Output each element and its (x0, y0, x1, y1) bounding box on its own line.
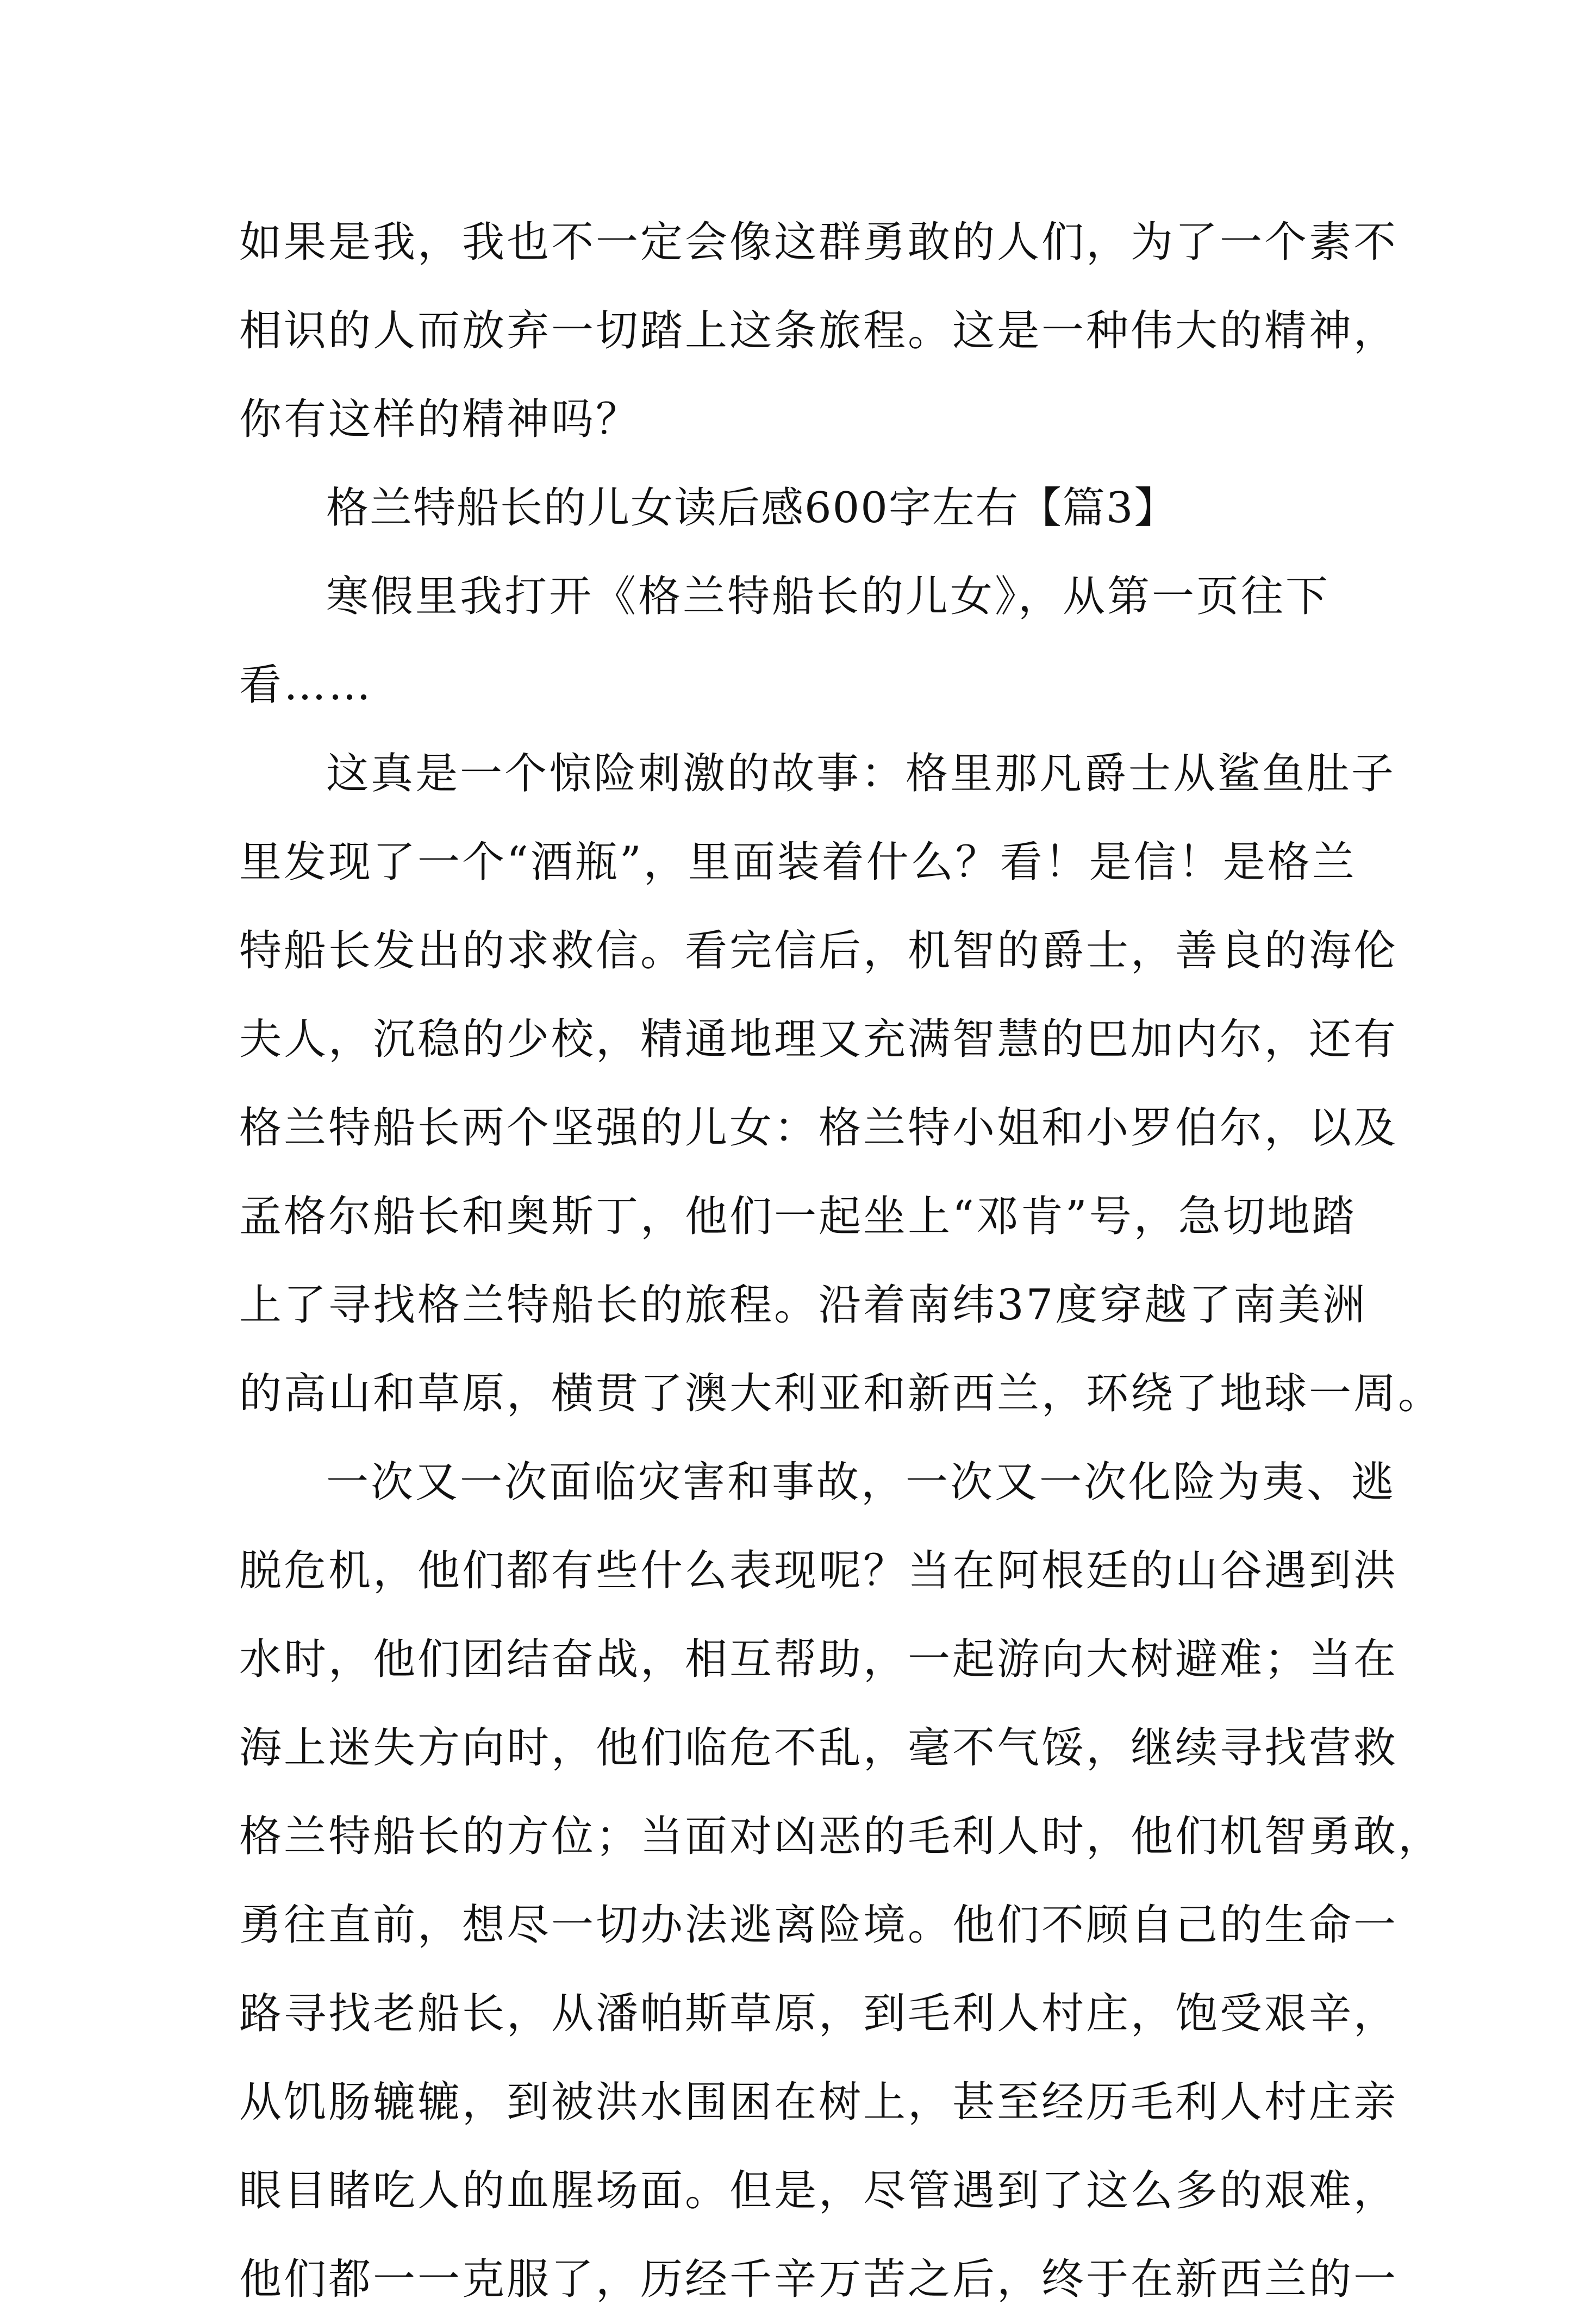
text-line: 上了寻找格兰特船长的旅程。沿着南纬37度穿越了南美洲 (239, 1281, 1368, 1330)
section-heading: 格兰特船长的儿女读后感600字左右【篇3】 (326, 484, 1178, 533)
paragraph-start-line: 这真是一个惊险刺激的故事：格里那凡爵士从鲨鱼肚子 (326, 749, 1396, 798)
text-line: 里发现了一个“酒瓶”，里面装着什么？看！是信！是格兰 (239, 838, 1357, 887)
body-text (239, 198, 1443, 2324)
text-line: 格兰特船长两个坚强的儿女：格兰特小姐和小罗伯尔，以及 (239, 1104, 1399, 1152)
paragraph-start-line: 寒假里我打开《格兰特船长的儿女》，从第一页往下 (326, 572, 1331, 621)
text-line: 看…… (239, 661, 373, 710)
text-line: 他们都一一克服了，历经千辛万苦之后，终于在新西兰的一 (239, 2255, 1399, 2304)
text-line: 勇往直前，想尽一切办法逃离险境。他们不顾自己的生命一 (239, 1901, 1399, 1950)
text-line: 如果是我，我也不一定会像这群勇敢的人们，为了一个素不 (239, 218, 1399, 267)
text-line: 路寻找老船长，从潘帕斯草原，到毛利人村庄，饱受艰辛， (239, 1989, 1399, 2038)
text-line: 相识的人而放弃一切踏上这条旅程。这是一种伟大的精神， (239, 306, 1399, 355)
paragraph-start-line: 一次又一次面临灾害和事故，一次又一次化险为夷、逃 (326, 1458, 1396, 1507)
text-line: 从饥肠辘辘，到被洪水围困在树上，甚至经历毛利人村庄亲 (239, 2078, 1399, 2127)
text-line: 孟格尔船长和奥斯丁，他们一起坐上“邓肯”号，急切地踏 (239, 1192, 1357, 1241)
text-line: 脱危机，他们都有些什么表现呢？当在阿根廷的山谷遇到洪 (239, 1546, 1399, 1595)
text-line: 你有这样的精神吗？ (239, 395, 641, 444)
text-line: 格兰特船长的方位；当面对凶恶的毛利人时，他们机智勇敢， (239, 1812, 1443, 1861)
text-line: 夫人，沉稳的少校，精通地理又充满智慧的巴加内尔，还有 (239, 1015, 1399, 1064)
text-line: 特船长发出的求救信。看完信后，机智的爵士，善良的海伦 (239, 926, 1399, 975)
text-line: 的高山和草原，横贯了澳大利亚和新西兰，环绕了地球一周。 (239, 1369, 1443, 1418)
text-line: 海上迷失方向时，他们临危不乱，毫不气馁，继续寻找营救 (239, 1724, 1399, 1772)
text-line: 眼目睹吃人的血腥场面。但是，尽管遇到了这么多的艰难， (239, 2166, 1399, 2215)
text-line: 水时，他们团结奋战，相互帮助，一起游向大树避难；当在 (239, 1635, 1399, 1684)
